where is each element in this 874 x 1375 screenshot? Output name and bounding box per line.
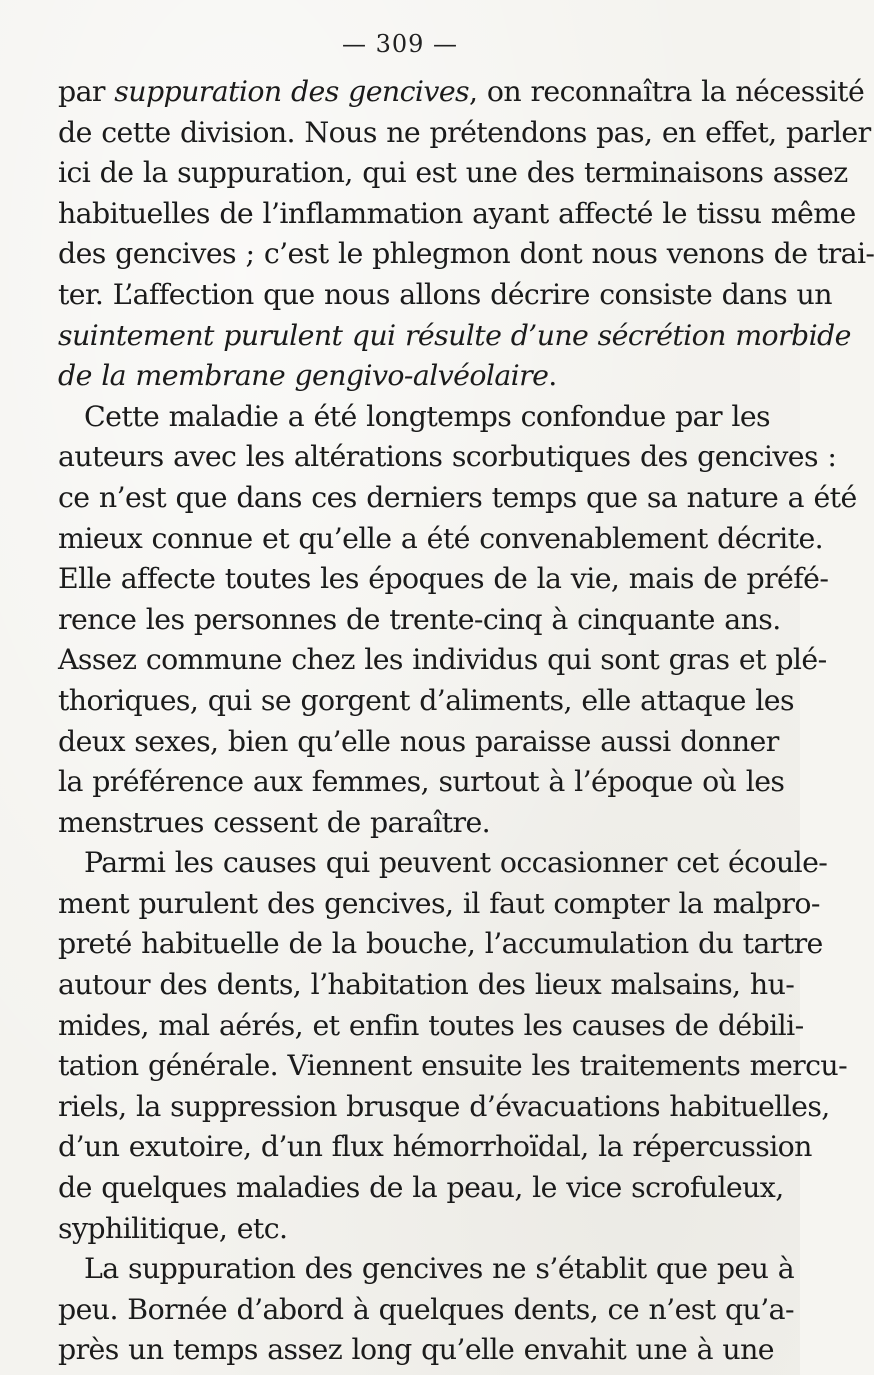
text-line — [58, 1290, 794, 1331]
text-run: , on reconnaîtra la nécessité — [469, 75, 865, 108]
text-line — [58, 275, 832, 316]
text-line — [58, 1168, 784, 1209]
text-run: d’un exutoire, d’un flux hémorrhoïdal, la répercussion — [58, 1130, 812, 1164]
text-line — [58, 316, 851, 357]
text-run: thoriques, qui se gorgent d’aliments, elle attaque les — [58, 683, 794, 717]
italic-text: suintement purulent qui résulte d’une sécrétion morbide — [58, 318, 851, 352]
text-run: ici de la suppuration, qui est une des terminaisons assez — [58, 156, 848, 190]
paragraph — [58, 843, 848, 1249]
text-run: preté habituelle de la bouche, l’accumulation du tartre — [58, 927, 823, 961]
text-line — [58, 803, 746, 844]
text-run: auteurs avec les altérations scorbutiques des gencives : — [58, 440, 837, 474]
text-line — [58, 681, 794, 722]
text-run: Elle affecte toutes les époques de la vie, mais de préfé- — [58, 562, 829, 596]
text-line — [58, 600, 781, 641]
page-number: — 309 — — [341, 30, 459, 58]
text-line — [58, 1127, 812, 1168]
text-run: ce n’est que dans ces derniers temps que sa nature a été — [58, 480, 857, 514]
text-line — [58, 519, 824, 560]
text-run: mides, mal aérés, et enfin toutes les causes de débili- — [58, 1008, 804, 1042]
text-run: de cette division. Nous ne prétendons pas, en effet, parler — [58, 115, 871, 149]
text-line — [58, 1087, 830, 1128]
text-run: riels, la suppression brusque d’évacuations habituelles, — [58, 1089, 830, 1123]
paragraph — [58, 72, 874, 397]
text-run: de quelques maladies de la peau, le vice scrofuleux, — [58, 1171, 784, 1205]
text-line — [58, 640, 827, 681]
text-line — [58, 1330, 774, 1371]
text-run: des gencives ; c’est le phlegmon dont nous venons de trai- — [58, 237, 874, 271]
text-line — [58, 356, 746, 397]
italic-text: de la membrane gengivo-alvéolaire — [58, 359, 549, 393]
text-run: menstrues cessent de paraître. — [58, 805, 491, 839]
text-run: ment purulent des gencives, il faut compter la malpro- — [58, 886, 820, 920]
text-line — [58, 437, 837, 478]
text-line — [58, 478, 857, 519]
text-run: Cette maladie a été longtemps confondue par les — [84, 399, 771, 433]
text-run: la préférence aux femmes, surtout à l’époque où les — [58, 765, 785, 799]
text-run: Parmi les causes qui peuvent occasionner cet écoule- — [84, 846, 828, 880]
body-text — [58, 72, 874, 1371]
text-run: par — [58, 75, 115, 108]
text-line — [58, 113, 871, 154]
text-line — [58, 884, 820, 925]
text-line — [58, 559, 829, 600]
paragraph — [58, 1249, 795, 1371]
text-run: ter. L’affection que nous allons décrire consiste dans un — [58, 277, 832, 311]
italic-text: suppuration des gencives — [114, 75, 469, 108]
text-line — [58, 843, 828, 884]
text-line — [58, 72, 865, 113]
paragraph — [58, 397, 857, 844]
text-line — [58, 397, 771, 438]
text-run: autour des dents, l’habitation des lieux malsains, hu- — [58, 968, 795, 1002]
text-line — [58, 722, 779, 763]
text-run: La suppuration des gencives ne s’établit que peu à — [84, 1252, 795, 1286]
text-run: mieux connue et qu’elle a été convenablement décrite. — [58, 521, 824, 555]
text-run: . — [548, 359, 557, 393]
text-line — [58, 1209, 746, 1250]
text-line — [58, 153, 848, 194]
text-run: Assez commune chez les individus qui sont gras et plé- — [58, 643, 827, 677]
text-run: habituelles de l’inflammation ayant affecté le tissu même — [58, 196, 856, 230]
text-line — [58, 234, 874, 275]
text-run: tation générale. Viennent ensuite les traitements mercu- — [58, 1049, 848, 1083]
text-run: deux sexes, bien qu’elle nous paraisse aussi donner — [58, 724, 779, 758]
text-line — [58, 762, 785, 803]
text-line — [58, 965, 795, 1006]
text-run: syphilitique, etc. — [58, 1211, 288, 1245]
text-run: près un temps assez long qu’elle envahit une à une — [58, 1333, 774, 1367]
text-run: peu. Bornée d’abord à quelques dents, ce n’est qu’a- — [58, 1292, 794, 1326]
text-line — [58, 1006, 804, 1047]
text-line — [58, 1249, 795, 1290]
text-run: rence les personnes de trente-cinq à cinquante ans. — [58, 602, 781, 636]
text-line — [58, 1046, 848, 1087]
text-line — [58, 194, 856, 235]
text-line — [58, 924, 823, 965]
